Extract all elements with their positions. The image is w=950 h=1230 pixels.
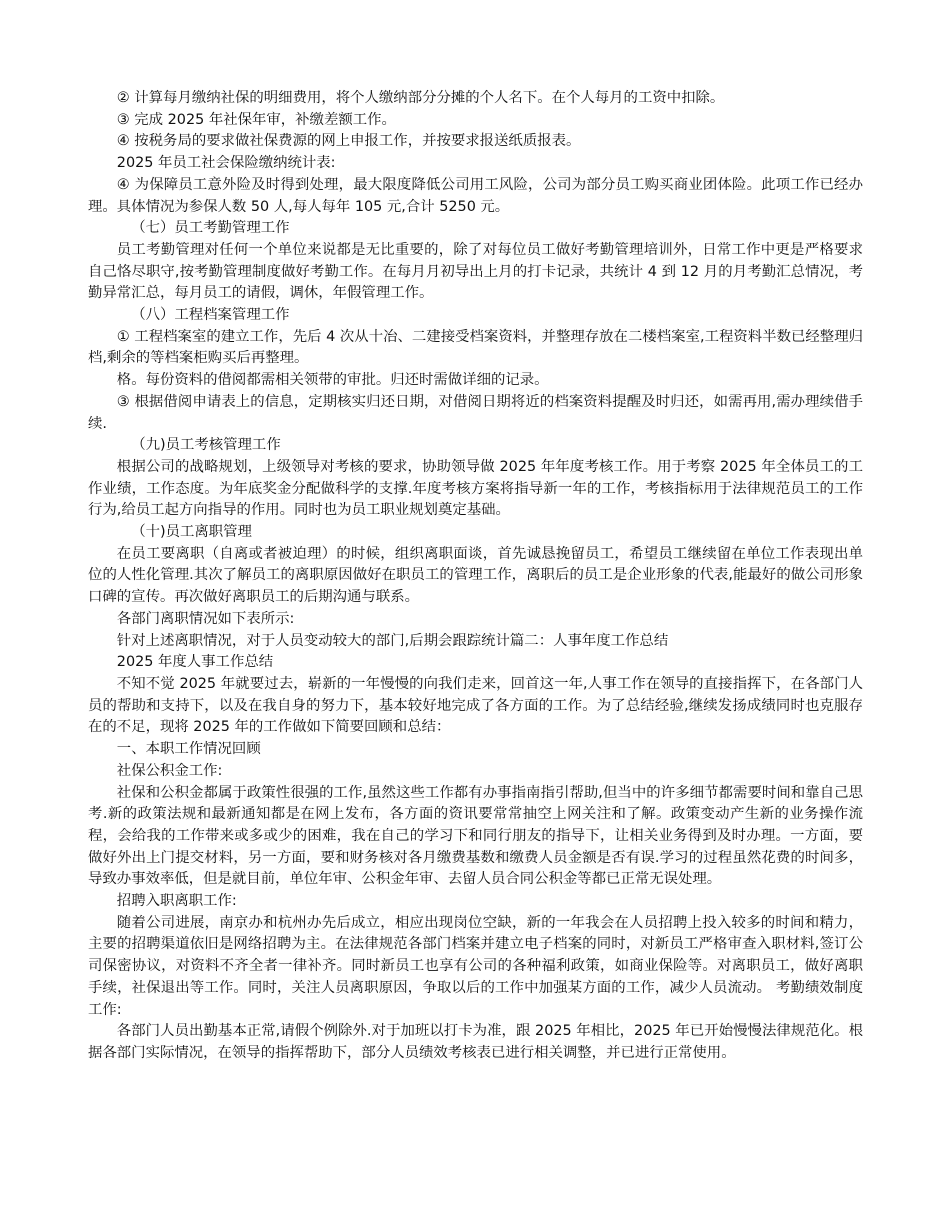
paragraph: 各部门人员出勤基本正常,请假个例除外.对于加班以打卡为准，跟 2025 年相比，2025 年已开始慢慢法律规范化。根据各部门实际情况，在领导的指挥帮助下，部分人员绩效考核表已进行相关调整，并已进行正常使用。 bbox=[88, 1023, 863, 1061]
paragraph: 招聘入职离职工作: bbox=[116, 893, 237, 910]
paragraph: 2025 年员工社会保险缴纳统计表: bbox=[116, 155, 336, 172]
paragraph: 随着公司进展，南京办和杭州办先后成立，相应出现岗位空缺，新的一年我会在人员招聘上投入较多的时间和精力，主要的招聘渠道依旧是网络招聘为主。在法律规范各部门档案并建立电子档案的同时，对新员工严格审查入职材料,签订公司保密协议，对资料不齐全者一律补齐。同时新员工也享有公司的各种福利政策，如商业保险等。对离职员工，做好离职手续，社保退出等工作。同时，关注人员离职原因，争取以后的工作中加强某方面的工作，减少人员流动。 考勤绩效制度工作: bbox=[88, 914, 863, 1018]
paragraph: ③ 根据借阅申请表上的信息，定期核实归还日期，对借阅日期将近的档案资料提醒及时归还，如需再用,需办理续借手续. bbox=[88, 393, 863, 432]
paragraph: （十)员工离职管理 bbox=[131, 524, 252, 541]
paragraph: 社保和公积金都属于政策性很强的工作,虽然这些工作都有办事指南指引帮助,但当中的许多细节都需要时间和靠自己思考.新的政策法规和最新通知都是在网上发布，各方面的资讯要常常抽空上网关注和了解。政策变动产生新的业务操作流程，会给我的工作带来或多或少的困难，我在自己的学习下和同行朋友的指导下，让相关业务得到及时办理。一方面，要做好外出上门提交材料，另一方面，要和财务核对各月缴费基数和缴费人员金额是否有误.学习的过程虽然花费的时间多，导致办事效率低，但是就目前，单位年审、公积金年审、去留人员合同公积金等都已正常无误处理。 bbox=[88, 784, 863, 888]
paragraph: 一、本职工作情况回顾 bbox=[116, 741, 261, 758]
paragraph: 社保公积金工作: bbox=[116, 762, 223, 779]
paragraph: 不知不觉 2025 年就要过去，崭新的一年慢慢的向我们走来，回首这一年,人事工作在领导的直接指挥下，在各部门人员的帮助和支持下，以及在我自身的努力下，基本较好地完成了各方面的工作。为了总结经验,继续发扬成绩同时也克服存在的不足，现将 2025 年的工作做如下简要回顾和总结： bbox=[88, 675, 863, 736]
paragraph: 2025 年度人事工作总结 bbox=[116, 654, 274, 671]
paragraph: 各部门离职情况如下表所示: bbox=[116, 610, 295, 627]
paragraph: （九)员工考核管理工作 bbox=[131, 437, 281, 454]
paragraph: 根据公司的战略规划，上级领导对考核的要求，协助领导做 2025 年年度考核工作。用于考察 2025 年全体员工的工作业绩，工作态度。为年底奖金分配做科学的支撑.年度考核方案将指导新一年的工作，考核指标用于法律规范员工的工作行为,给员工起方向指导的作用。同时也为员工职业规划奠定基础。 bbox=[88, 458, 863, 519]
paragraph: ④ 按税务局的要求做社保费源的网上申报工作，并按要求报送纸质报表。 bbox=[116, 133, 581, 150]
paragraph: （八）工程档案管理工作 bbox=[131, 307, 290, 324]
paragraph: ① 工程档案室的建立工作，先后 4 次从十冶、二建接受档案资料，并整理存放在二楼档案室,工程资料半数已经整理归档,剩余的等档案柜购买后再整理。 bbox=[88, 328, 863, 367]
document-body bbox=[88, 88, 863, 1065]
paragraph: ③ 完成 2025 年社保年审，补缴差额工作。 bbox=[116, 111, 396, 128]
paragraph: 员工考勤管理对任何一个单位来说都是无比重要的，除了对每位员工做好考勤管理培训外，日常工作中更是严格要求自己恪尽职守,按考勤管理制度做好考勤工作。在每月月初导出上月的打卡记录，共统计 4 到 12 月的月考勤汇总情况，考勤异常汇总，每月员工的请假，调休，年假管理工作。 bbox=[88, 241, 863, 302]
paragraph: 针对上述离职情况，对于人员变动较大的部门,后期会跟踪统计篇二：人事年度工作总结 bbox=[116, 632, 669, 649]
paragraph: ④ 为保障员工意外险及时得到处理，最大限度降低公司用工风险，公司为部分员工购买商业团体险。此项工作已经办理。具体情况为参保人数 50 人,每人每年 105 元,合计 5250 元。 bbox=[88, 176, 863, 215]
paragraph: ② 计算每月缴纳社保的明细费用，将个人缴纳部分分摊的个人名下。在个人每月的工资中扣除。 bbox=[116, 90, 725, 106]
paragraph: 在员工要离职（自离或者被迫理）的时候，组织离职面谈，首先诚恳挽留员工，希望员工继续留在单位工作表现出单位的人性化管理.其次了解员工的离职原因做好在职员工的管理工作，离职后的员工是企业形象的代表,能最好的做公司形象口碑的宣传。再次做好离职员工的后期沟通与联系。 bbox=[88, 545, 863, 606]
paragraph: （七）员工考勤管理工作 bbox=[131, 220, 290, 237]
paragraph: 格。每份资料的借阅都需相关领带的审批。归还时需做详细的记录。 bbox=[116, 372, 549, 389]
